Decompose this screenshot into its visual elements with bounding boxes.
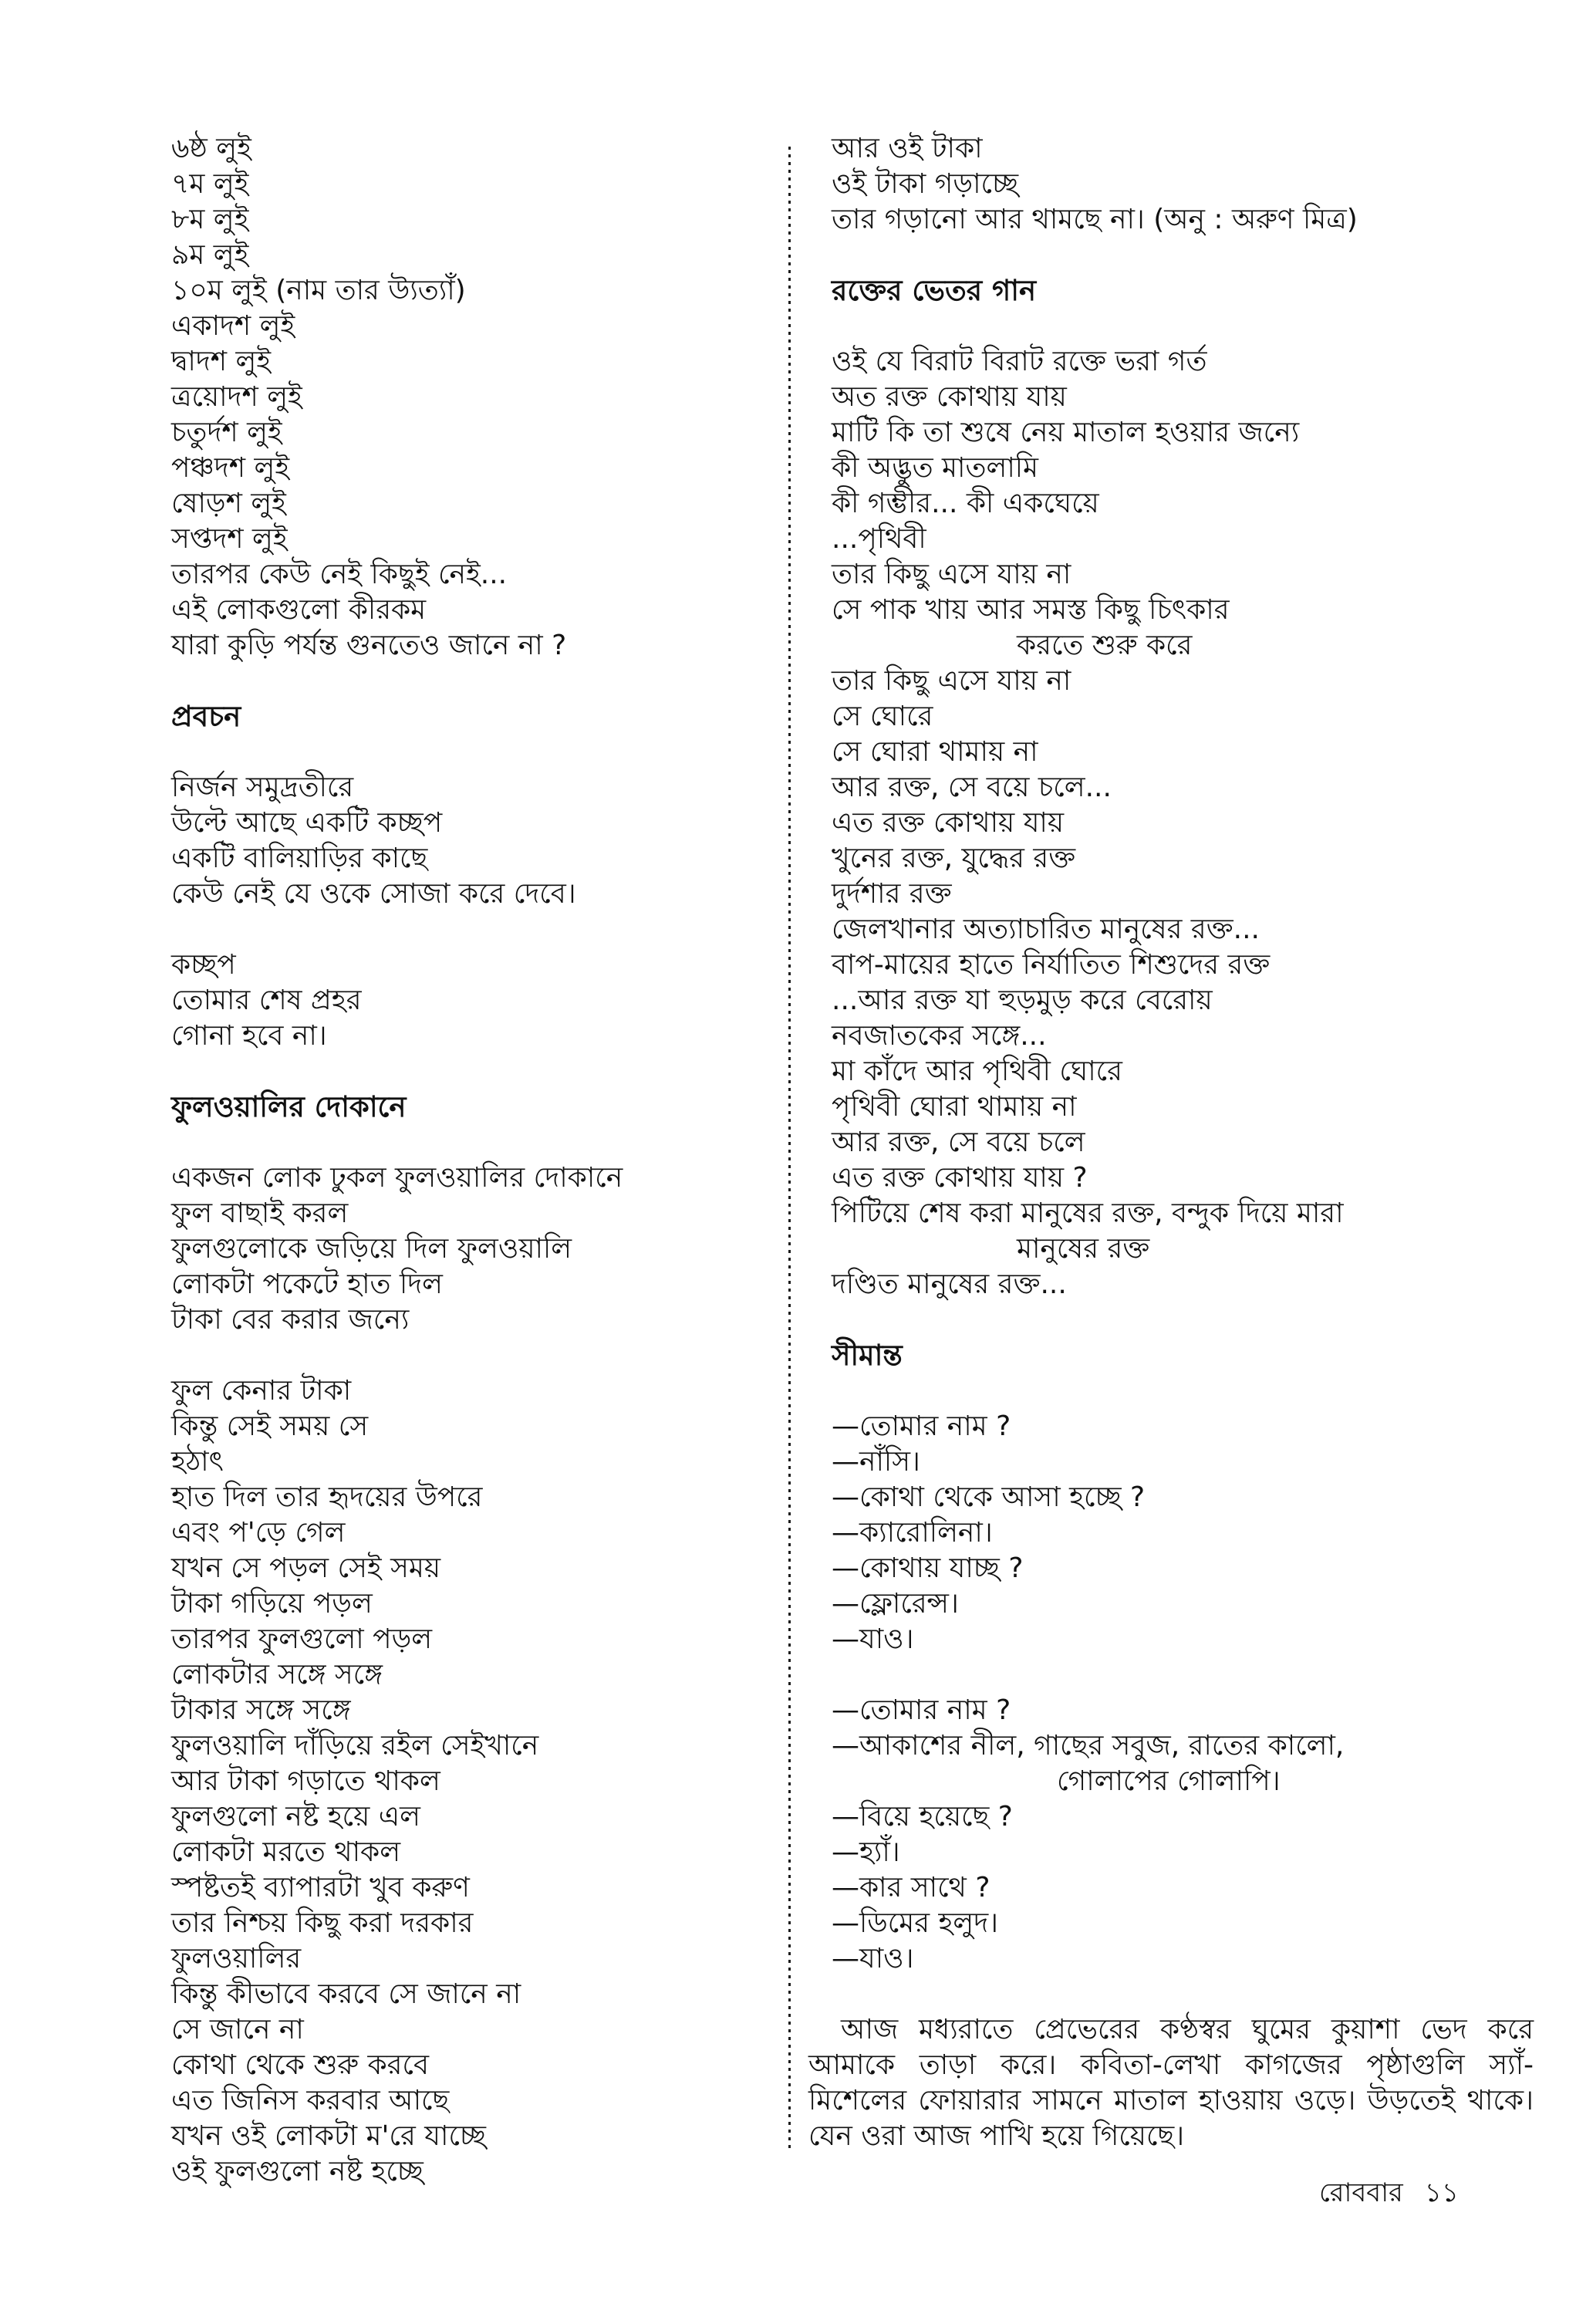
- poem-line: এত জিনিস করবার আছে: [171, 2085, 450, 2116]
- poem-line: ...পৃথিবী: [832, 523, 926, 555]
- footer-section-label: রোববার: [1319, 2177, 1403, 2208]
- prose-paragraph: আজ মধ্যরাতে প্রেভেরের কণ্ঠস্বর ঘুমের কুয়াশা ভেদ করে আমাকে তাড়া করে। কবিতা-লেখা কাগজের পৃষ্ঠাগুলি স্যাঁ-মিশেলের ফোয়ারার সামনে মাতাল হাওয়ায় ওড়ে। উড়তেই থাকে। যেন ওরা আজ পাখি হয়ে গিয়েছে।: [808, 2014, 1534, 2152]
- poem-line: সে পাক খায় আর সমস্ত কিছু চিৎকার: [832, 594, 1230, 626]
- poem-line: দণ্ডিত মানুষের রক্ত...: [832, 1268, 1067, 1300]
- poem-line: যখন সে পড়ল সেই সময়: [171, 1552, 441, 1584]
- poem-line: তারপর ফুলগুলো পড়ল: [171, 1623, 433, 1655]
- left-column: [171, 131, 788, 2190]
- poem-line: কচ্ছপ: [171, 949, 236, 981]
- poem-line: তোমার শেষ প্রহর: [171, 985, 362, 1016]
- poem-line: পিটিয়ে শেষ করা মানুষের রক্ত, বন্দুক দিয়ে মারা: [832, 1197, 1344, 1229]
- poem-line: ফুলওয়ালির: [171, 1943, 302, 1974]
- poem-line: লোকটা মরতে থাকল: [171, 1836, 401, 1868]
- poem-line: ১০ম লুই (নাম তার উ্যত্যাঁ): [171, 275, 466, 306]
- poem-line: কেউ নেই যে ওকে সোজা করে দেবে।: [171, 878, 576, 910]
- poem-line: —নাঁসি।: [832, 1446, 920, 1478]
- poem-line: খুনের রক্ত, যুদ্ধের রক্ত: [832, 843, 1076, 874]
- poem-line: সে ঘোরা থামায় না: [832, 736, 1038, 768]
- poem-line: একটি বালিয়াড়ির কাছে: [171, 843, 428, 874]
- poem-line: মাটি কি তা শুষে নেয় মাতাল হওয়ার জন্যে: [832, 417, 1300, 448]
- poem-line: তার গড়ানো আর থামছে না। (অনু : অরুণ মিত্র): [832, 204, 1358, 235]
- poem-line: চতুর্দশ লুই: [171, 417, 282, 448]
- poem-line: —কার সাথে ?: [832, 1872, 990, 1903]
- poem-line: —তোমার নাম ?: [832, 1694, 1011, 1726]
- poem-title: রক্তের ভেতর গান: [832, 274, 1037, 307]
- poem-line: এত রক্ত কোথায় যায়: [832, 807, 1065, 839]
- poem-line: টাকার সঙ্গে সঙ্গে: [171, 1694, 351, 1726]
- poem-line: কোথা থেকে শুরু করবে: [171, 2049, 429, 2081]
- poem-line: দ্বাদশ লুই: [171, 346, 272, 377]
- poem-line: —তোমার নাম ?: [832, 1410, 1011, 1442]
- poem-line: ফুলওয়ালি দাঁড়িয়ে রইল সেইখানে: [171, 1730, 539, 1762]
- poem-line: সপ্তদশ লুই: [171, 523, 288, 555]
- poem-line: —কোথায় যাচ্ছ ?: [832, 1552, 1024, 1584]
- poem-line: এবং প'ড়ে গেল: [171, 1517, 346, 1549]
- poem-line: আর রক্ত, সে বয়ে চলে...: [832, 772, 1112, 803]
- poem-line: হঠাৎ: [171, 1446, 224, 1478]
- poem-line: মা কাঁদে আর পৃথিবী ঘোরে: [832, 1056, 1122, 1087]
- poem-line: তার কিছু এসে যায় না: [832, 559, 1071, 590]
- poem-line: ফুল কেনার টাকা: [171, 1375, 352, 1407]
- poem-line: যখন ওই লোকটা ম'রে যাচ্ছে: [171, 2120, 486, 2152]
- poem-line: লোকটা পকেটে হাত দিল: [171, 1268, 444, 1300]
- stanza: [171, 1160, 788, 1338]
- poem-line: ৯ম লুই: [171, 239, 249, 271]
- poem-line: ফুলগুলোকে জড়িয়ে দিল ফুলওয়ালি: [171, 1233, 572, 1265]
- poem-line: তার কিছু এসে যায় না: [832, 665, 1071, 697]
- poem-line: —হ্যাঁ।: [832, 1836, 900, 1868]
- poem-line: —আকাশের নীল, গাছের সবুজ, রাতের কালো,: [832, 1730, 1345, 1762]
- poem-line: যারা কুড়ি পর্যন্ত গুনতেও জানে না ?: [171, 630, 567, 661]
- stanza: [171, 770, 788, 912]
- poem-line: কিন্তু কীভাবে করবে সে জানে না: [171, 1978, 521, 2010]
- poem-line: করতে শুরু করে: [1017, 630, 1193, 661]
- poem-line: লোকটার সঙ্গে সঙ্গে: [171, 1659, 383, 1691]
- poem-line: —ক্যারোলিনা।: [832, 1517, 993, 1549]
- poem-title: ফুলওয়ালির দোকানে: [171, 1090, 407, 1123]
- poem-line: ওই ফুলগুলো নষ্ট হচ্ছে: [171, 2156, 424, 2187]
- poem-line: বাপ-মায়ের হাতে নির্যাতিত শিশুদের রক্ত: [832, 949, 1271, 981]
- poem-line: স্পষ্টতই ব্যাপারটা খুব করুণ: [171, 1872, 470, 1903]
- stanza: [171, 948, 788, 1054]
- poem-line: আর টাকা গড়াতে থাকল: [171, 1765, 440, 1797]
- poem-line: ৭ম লুই: [171, 168, 249, 200]
- poem-line: ৮ম লুই: [171, 204, 249, 235]
- poem-line: সে ঘোরে: [832, 701, 933, 732]
- poem-line: নবজাতকের সঙ্গে...: [832, 1020, 1047, 1052]
- poem-line: কিন্তু সেই সময় সে: [171, 1410, 369, 1442]
- stanza: [171, 1373, 788, 2190]
- poem-line: —ফ্লোরেন্স।: [832, 1588, 959, 1620]
- poem-line: —যাও।: [832, 1943, 914, 1974]
- poem-line: এই লোকগুলো কীরকম: [171, 594, 427, 626]
- poem-line: কী গম্ভীর... কী একঘেয়ে: [832, 488, 1099, 519]
- poem-line: কী অদ্ভুত মাতলামি: [832, 452, 1039, 484]
- stanza: [832, 1693, 1537, 1977]
- poem-line: ওই যে বিরাট বিরাট রক্তে ভরা গর্ত: [832, 346, 1207, 377]
- poem-line: ফুলগুলো নষ্ট হয়ে এল: [171, 1801, 420, 1833]
- stanza: [832, 131, 1537, 238]
- poem-line: টাকা বের করার জন্যে: [171, 1304, 410, 1336]
- poem-line: নির্জন সমুদ্রতীরে: [171, 772, 354, 803]
- column-divider-dotted-rule: [788, 147, 791, 2153]
- poem-line: সে জানে না: [171, 2014, 304, 2045]
- poem-line: হাত দিল তার হৃদয়ের উপরে: [171, 1481, 483, 1513]
- poem-line: গোনা হবে না।: [171, 1020, 327, 1052]
- page-footer: [1319, 2176, 1459, 2210]
- stanza: [832, 1409, 1537, 1657]
- poem-title: প্রবচন: [171, 700, 241, 733]
- poem-line: —ডিমের হলুদ।: [832, 1907, 999, 1939]
- poem-line: ষোড়শ লুই: [171, 488, 286, 519]
- poem-line: একজন লোক ঢুকল ফুলওয়ালির দোকানে: [171, 1162, 623, 1194]
- poem-line: ৬ষ্ঠ লুই: [171, 133, 251, 164]
- poem-line: —যাও।: [832, 1623, 914, 1655]
- poem-line: —কোথা থেকে আসা হচ্ছে ?: [832, 1481, 1146, 1513]
- poem-line: একাদশ লুই: [171, 310, 295, 342]
- poem-line: ফুল বাছাই করল: [171, 1197, 349, 1229]
- stanza: [832, 344, 1537, 1302]
- stanza: [171, 131, 788, 664]
- poem-line: ত্রয়োদশ লুই: [171, 381, 302, 413]
- poem-line: মানুষের রক্ত: [1017, 1233, 1150, 1265]
- poem-title: সীমান্ত: [832, 1339, 903, 1372]
- poem-line: অত রক্ত কোথায় যায়: [832, 381, 1067, 413]
- poem-line: দুর্দশার রক্ত: [832, 878, 952, 910]
- poem-line: জেলখানার অত্যাচারিত মানুষের রক্ত...: [832, 914, 1260, 945]
- poem-line: ...আর রক্ত যা হুড়মুড় করে বেরোয়: [832, 985, 1213, 1016]
- poem-line: আর ওই টাকা: [832, 133, 983, 164]
- poem-line: —বিয়ে হয়েছে ?: [832, 1801, 1013, 1833]
- poem-line: আর রক্ত, সে বয়ে চলে: [832, 1127, 1085, 1158]
- poem-line: উল্টে আছে একটি কচ্ছপ: [171, 807, 443, 839]
- poem-line: টাকা গড়িয়ে পড়ল: [171, 1588, 373, 1620]
- poem-line: ওই টাকা গড়াচ্ছে: [832, 168, 1019, 200]
- footer-page-number: ১১: [1424, 2177, 1459, 2208]
- poem-line: তার নিশ্চয় কিছু করা দরকার: [171, 1907, 474, 1939]
- poem-line: পৃথিবী ঘোরা থামায় না: [832, 1091, 1077, 1123]
- right-column: [808, 131, 1537, 2154]
- poem-line: গোলাপের গোলাপি।: [1057, 1765, 1281, 1797]
- poem-line: তারপর কেউ নেই কিছুই নেই...: [171, 559, 508, 590]
- poem-line: পঞ্চদশ লুই: [171, 452, 290, 484]
- poem-line: এত রক্ত কোথায় যায় ?: [832, 1162, 1088, 1194]
